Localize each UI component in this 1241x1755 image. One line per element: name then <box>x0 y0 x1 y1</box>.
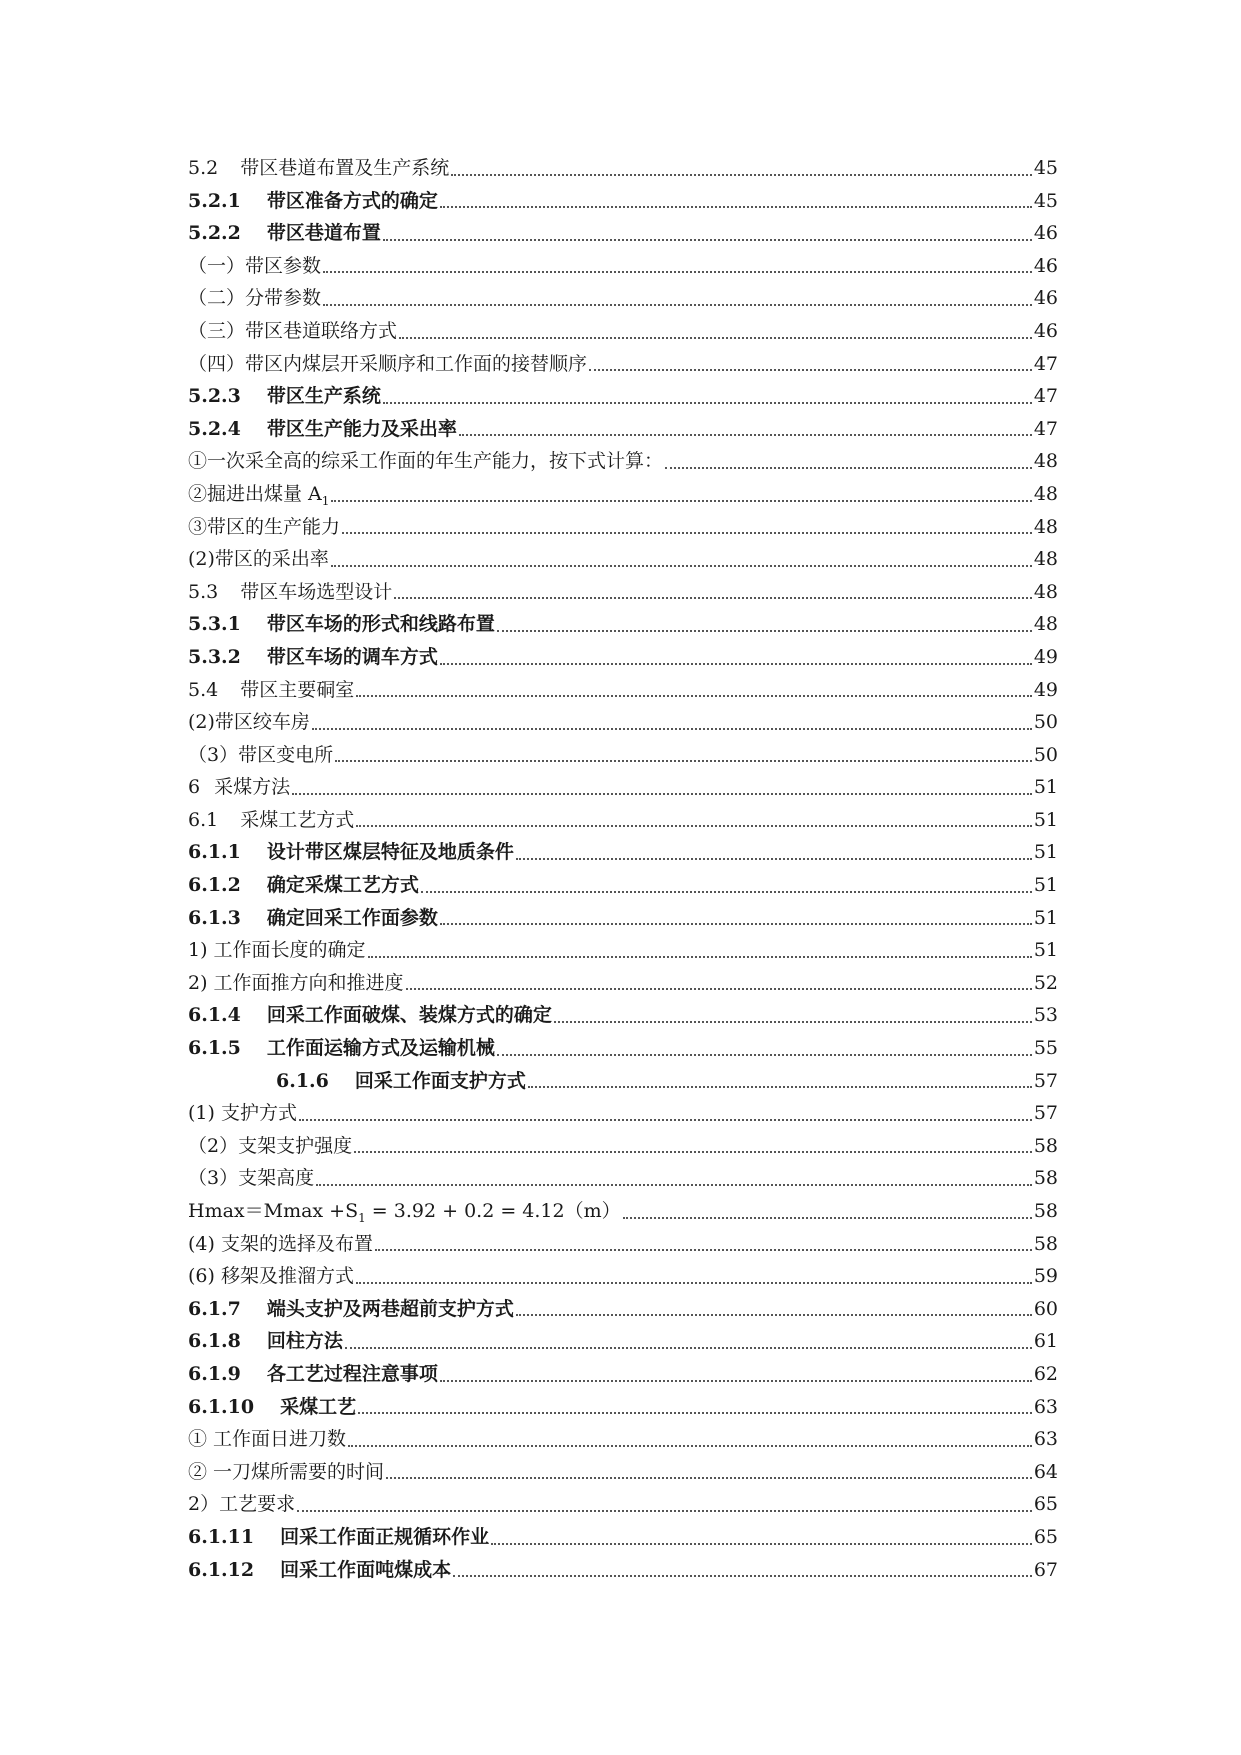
toc-entry-title <box>188 804 354 837</box>
toc-leader-dots <box>451 173 1032 176</box>
toc-entry-number: 5.3 <box>188 580 219 603</box>
table-of-contents <box>188 152 1058 1586</box>
toc-entry[interactable] <box>188 380 1058 413</box>
toc-entry-title <box>188 250 321 283</box>
toc-entry-number: 6.1.4 <box>188 1004 241 1027</box>
toc-entry-page: 49 <box>1033 678 1058 701</box>
toc-entry-title <box>276 1065 526 1098</box>
toc-entry-number: 6.1.3 <box>188 906 241 929</box>
toc-entry-number: 5.3.2 <box>188 645 241 668</box>
toc-entry[interactable] <box>188 1423 1058 1456</box>
toc-entry-page: 58 <box>1033 1232 1058 1255</box>
toc-entry-text: 带区巷道布置及生产系统 <box>240 157 450 179</box>
toc-entry-number: 5.2.2 <box>188 222 241 245</box>
toc-entry-title <box>188 576 392 609</box>
toc-leader-dots <box>589 368 1032 371</box>
toc-entry[interactable] <box>188 185 1058 218</box>
toc-entry-page: 47 <box>1033 417 1058 440</box>
toc-leader-dots <box>440 922 1032 925</box>
toc-entry-page: 59 <box>1033 1265 1058 1288</box>
toc-entry-title <box>188 1195 621 1228</box>
toc-entry-title <box>188 1325 343 1358</box>
toc-entry-page: 47 <box>1033 352 1058 375</box>
toc-entry[interactable] <box>188 1488 1058 1521</box>
toc-entry-text: 带区生产系统 <box>266 385 381 408</box>
toc-entry-title <box>188 706 310 739</box>
toc-entry-text: （三）带区巷道联络方式 <box>188 319 398 342</box>
toc-entry-number: 6.1 <box>188 808 219 831</box>
toc-entry[interactable] <box>188 1065 1058 1098</box>
toc-entry-text: （四）带区内煤层开采顺序和工作面的接替顺序 <box>188 352 588 375</box>
toc-entry-page: 51 <box>1033 808 1058 831</box>
toc-leader-dots <box>516 1313 1032 1316</box>
toc-entry[interactable] <box>188 315 1058 348</box>
toc-entry-title <box>188 1391 356 1424</box>
toc-leader-dots <box>528 1085 1032 1088</box>
toc-entry-page: 53 <box>1033 1004 1058 1027</box>
toc-entry-page: 64 <box>1033 1460 1058 1483</box>
toc-entry[interactable] <box>188 1358 1058 1391</box>
toc-entry-number: 6.1.8 <box>188 1330 241 1353</box>
toc-leader-dots <box>368 955 1032 958</box>
toc-entry-title <box>188 934 366 967</box>
toc-entry[interactable] <box>188 608 1058 641</box>
toc-leader-dots <box>399 336 1032 339</box>
toc-leader-dots <box>554 1020 1032 1023</box>
toc-entry[interactable] <box>188 1162 1058 1195</box>
toc-entry-text: 确定采煤工艺方式 <box>266 874 419 897</box>
toc-leader-dots <box>356 824 1032 827</box>
toc-leader-dots <box>375 1248 1032 1251</box>
toc-entry[interactable] <box>188 282 1058 315</box>
toc-entry[interactable] <box>188 1325 1058 1358</box>
toc-entry-number: 6.1.9 <box>188 1362 241 1385</box>
toc-entry-text: Hmax＝Mmax +S <box>188 1200 359 1222</box>
toc-entry-page: 58 <box>1033 1200 1058 1222</box>
toc-entry[interactable] <box>188 836 1058 869</box>
toc-entry-text: ②掘进出煤量 A <box>188 482 322 505</box>
toc-entry-page: 52 <box>1033 971 1058 994</box>
toc-entry-page: 46 <box>1033 254 1058 277</box>
toc-entry-title <box>188 739 333 772</box>
toc-entry-page: 48 <box>1033 613 1058 636</box>
toc-entry-title <box>188 1554 451 1587</box>
toc-entry-page: 48 <box>1033 450 1058 473</box>
toc-leader-dots <box>383 238 1032 241</box>
toc-leader-dots <box>323 270 1032 273</box>
toc-entry-number: 6 <box>188 776 201 799</box>
toc-entry-page: 46 <box>1033 287 1058 310</box>
toc-entry-number: 6.1.2 <box>188 874 241 897</box>
toc-leader-dots <box>665 466 1032 469</box>
toc-entry-page: 55 <box>1033 1037 1058 1060</box>
toc-entry-title <box>188 1521 489 1554</box>
toc-entry-title <box>188 282 321 315</box>
toc-entry-text: 回采工作面正规循环作业 <box>280 1525 490 1548</box>
toc-entry-text: 带区巷道布置 <box>266 222 381 245</box>
toc-entry-title <box>188 511 340 544</box>
toc-entry-title <box>188 1130 352 1163</box>
toc-entry[interactable] <box>188 1195 1058 1228</box>
toc-leader-dots <box>358 1411 1032 1414</box>
toc-entry-page: 45 <box>1033 189 1058 212</box>
toc-entry-page: 49 <box>1033 645 1058 668</box>
toc-entry-page: 57 <box>1033 1102 1058 1125</box>
toc-entry-text: 工作面运输方式及运输机械 <box>266 1037 495 1060</box>
toc-leader-dots <box>354 1150 1032 1153</box>
toc-entry-text: 2）工艺要求 <box>188 1493 296 1516</box>
toc-entry-title <box>188 1456 384 1489</box>
toc-entry-number: 5.2 <box>188 157 219 179</box>
toc-entry-text: （2）支架支护强度 <box>188 1134 353 1157</box>
toc-entry-text: ② 一刀煤所需要的时间 <box>188 1460 385 1483</box>
toc-entry-page: 45 <box>1033 157 1058 179</box>
toc-entry-title <box>188 543 329 576</box>
toc-entry-page: 46 <box>1033 319 1058 342</box>
toc-entry-number: 6.1.5 <box>188 1037 241 1060</box>
toc-entry[interactable] <box>188 511 1058 544</box>
toc-entry[interactable] <box>188 771 1058 804</box>
toc-entry-title <box>188 380 381 413</box>
toc-entry-page: 48 <box>1033 548 1058 571</box>
toc-entry-text: 采煤工艺 <box>280 1395 357 1418</box>
toc-entry-text: ① 工作面日进刀数 <box>188 1428 347 1451</box>
toc-entry-page: 51 <box>1033 939 1058 962</box>
toc-entry-title <box>188 315 397 348</box>
toc-entry-number: 5.2.3 <box>188 385 241 408</box>
toc-entry[interactable] <box>188 445 1058 478</box>
toc-entry[interactable] <box>188 1456 1058 1489</box>
toc-leader-dots <box>345 1346 1032 1349</box>
toc-entry-title <box>188 1097 297 1130</box>
toc-leader-dots <box>331 499 1031 502</box>
toc-entry-text: 2) 工作面推方向和推进度 <box>188 971 404 994</box>
toc-entry[interactable] <box>188 1032 1058 1065</box>
toc-entry-number: 6.1.12 <box>188 1558 255 1581</box>
toc-leader-dots <box>497 629 1032 632</box>
toc-entry-number: 6.1.1 <box>188 841 241 864</box>
toc-entry-title <box>188 869 419 902</box>
toc-entry-page: 48 <box>1033 580 1058 603</box>
toc-entry-text: 带区车场的形式和线路布置 <box>266 613 495 636</box>
toc-leader-dots <box>312 727 1032 730</box>
toc-leader-dots <box>342 531 1032 534</box>
toc-entry-title <box>188 1032 495 1065</box>
toc-entry-text: 带区车场选型设计 <box>240 580 393 603</box>
toc-entry-title <box>188 185 438 218</box>
toc-entry-page: 47 <box>1033 385 1058 408</box>
toc-entry-title <box>188 999 552 1032</box>
toc-entry-page: 46 <box>1033 222 1058 245</box>
toc-entry[interactable] <box>188 413 1058 446</box>
toc-entry-page: 50 <box>1033 743 1058 766</box>
toc-entry[interactable] <box>188 1293 1058 1326</box>
toc-entry-title <box>188 1423 346 1456</box>
toc-entry[interactable] <box>188 478 1058 511</box>
toc-leader-dots <box>497 1053 1032 1056</box>
toc-entry-text: （一）带区参数 <box>188 254 322 277</box>
toc-entry[interactable] <box>188 706 1058 739</box>
toc-entry-page: 63 <box>1033 1428 1058 1451</box>
toc-entry[interactable] <box>188 217 1058 250</box>
toc-entry[interactable] <box>188 902 1058 935</box>
toc-entry-text: 确定回采工作面参数 <box>266 906 438 929</box>
toc-entry-subscript: 1 <box>321 493 330 508</box>
toc-entry-page: 58 <box>1033 1134 1058 1157</box>
toc-entry-title <box>188 348 587 381</box>
toc-entry-title <box>188 674 354 707</box>
toc-entry-page: 65 <box>1033 1525 1058 1548</box>
toc-entry-page: 67 <box>1033 1558 1058 1581</box>
toc-entry-number: 5.2.4 <box>188 417 241 440</box>
toc-entry[interactable] <box>188 739 1058 772</box>
toc-entry-title <box>188 413 457 446</box>
toc-entry-title <box>188 478 329 511</box>
toc-entry-subscript: 1 <box>358 1210 366 1225</box>
toc-leader-dots <box>440 205 1032 208</box>
toc-entry-text: (6) 移架及推溜方式 <box>188 1265 354 1288</box>
toc-leader-dots <box>406 987 1032 990</box>
toc-entry-title <box>188 152 449 185</box>
toc-entry-text: (1) 支护方式 <box>188 1102 297 1125</box>
toc-leader-dots <box>459 433 1032 436</box>
toc-entry-page: 51 <box>1033 776 1058 799</box>
toc-leader-dots <box>386 1476 1032 1479</box>
toc-entry-title <box>188 1260 354 1293</box>
toc-entry-text: (2)带区绞车房 <box>188 711 310 734</box>
toc-entry[interactable] <box>188 250 1058 283</box>
toc-entry[interactable] <box>188 152 1058 185</box>
toc-entry[interactable] <box>188 1391 1058 1424</box>
toc-entry-title <box>188 902 438 935</box>
toc-leader-dots <box>316 1183 1032 1186</box>
toc-leader-dots <box>394 596 1032 599</box>
toc-entry-text: （二）分带参数 <box>188 287 322 310</box>
toc-leader-dots <box>453 1574 1032 1577</box>
toc-entry-text: ③带区的生产能力 <box>188 515 341 538</box>
toc-leader-dots <box>299 1118 1032 1121</box>
toc-entry-text: 带区主要硐室 <box>240 678 355 701</box>
toc-entry[interactable] <box>188 1260 1058 1293</box>
toc-entry-title <box>188 1162 314 1195</box>
toc-entry[interactable] <box>188 804 1058 837</box>
toc-entry-page: 62 <box>1033 1362 1058 1385</box>
toc-entry-title <box>188 1488 295 1521</box>
toc-leader-dots <box>335 759 1032 762</box>
toc-entry[interactable] <box>188 1130 1058 1163</box>
toc-entry-number: 5.4 <box>188 678 219 701</box>
toc-leader-dots <box>356 694 1032 697</box>
toc-leader-dots <box>516 857 1032 860</box>
toc-entry-title <box>188 1293 514 1326</box>
toc-entry-text: (4) 支架的选择及布置 <box>188 1232 373 1255</box>
toc-entry[interactable] <box>188 576 1058 609</box>
toc-entry-page: 60 <box>1033 1297 1058 1320</box>
toc-entry-page: 51 <box>1033 874 1058 897</box>
toc-entry-text: ①一次采全高的综采工作面的年生产能力，按下式计算： <box>188 450 664 473</box>
toc-entry-number: 6.1.6 <box>276 1069 329 1092</box>
toc-entry-page: 51 <box>1033 906 1058 929</box>
toc-entry[interactable] <box>188 1554 1058 1587</box>
toc-entry[interactable] <box>188 543 1058 576</box>
toc-leader-dots <box>348 1444 1032 1447</box>
toc-entry-number: 5.3.1 <box>188 613 241 636</box>
toc-leader-dots <box>356 1281 1032 1284</box>
toc-entry-text-after: = 3.92 + 0.2 = 4.12（m） <box>365 1200 621 1222</box>
toc-entry[interactable] <box>188 1521 1058 1554</box>
toc-entry-title <box>188 217 381 250</box>
toc-entry-title <box>188 771 290 804</box>
toc-entry-title <box>188 967 404 1000</box>
toc-entry-number: 6.1.11 <box>188 1525 255 1548</box>
toc-entry-page: 50 <box>1033 711 1058 734</box>
toc-entry-title <box>188 1358 438 1391</box>
toc-entry-title <box>188 1228 373 1261</box>
toc-leader-dots <box>491 1542 1032 1545</box>
toc-entry-page: 65 <box>1033 1493 1058 1516</box>
toc-entry-page: 51 <box>1033 841 1058 864</box>
toc-entry-text: 回采工作面支护方式 <box>354 1069 526 1092</box>
toc-entry-text: (2)带区的采出率 <box>188 548 329 571</box>
toc-leader-dots <box>623 1216 1032 1219</box>
toc-entry-page: 61 <box>1033 1330 1058 1353</box>
toc-entry[interactable] <box>188 674 1058 707</box>
toc-entry[interactable] <box>188 934 1058 967</box>
toc-leader-dots <box>421 890 1032 893</box>
toc-entry-title <box>188 445 663 478</box>
toc-entry[interactable] <box>188 1228 1058 1261</box>
toc-leader-dots <box>292 792 1032 795</box>
toc-entry-text: 采煤工艺方式 <box>240 808 355 831</box>
toc-entry-text: 带区准备方式的确定 <box>266 189 438 212</box>
toc-entry-page: 48 <box>1033 515 1058 538</box>
toc-entry-text: 设计带区煤层特征及地质条件 <box>266 841 514 864</box>
toc-entry-number: 6.1.10 <box>188 1395 255 1418</box>
toc-entry[interactable] <box>188 999 1058 1032</box>
toc-entry-text: 采煤方法 <box>214 776 291 799</box>
toc-entry-number: 6.1.7 <box>188 1297 241 1320</box>
toc-entry-text: （3）带区变电所 <box>188 743 334 766</box>
toc-entry-title <box>188 641 438 674</box>
toc-leader-dots <box>383 401 1032 404</box>
toc-entry[interactable] <box>188 1097 1058 1130</box>
toc-entry-text: 回采工作面吨煤成本 <box>280 1558 452 1581</box>
toc-entry-text: （3）支架高度 <box>188 1167 315 1190</box>
toc-entry-text: 端头支护及两巷超前支护方式 <box>266 1297 514 1320</box>
toc-leader-dots <box>440 662 1032 665</box>
toc-entry-title <box>188 836 514 869</box>
toc-entry-text: 各工艺过程注意事项 <box>266 1362 438 1385</box>
toc-entry-text: 带区车场的调车方式 <box>266 645 438 668</box>
toc-leader-dots <box>297 1509 1032 1512</box>
toc-entry-page: 57 <box>1033 1069 1058 1092</box>
toc-leader-dots <box>323 303 1032 306</box>
toc-entry-text: 回采工作面破煤、装煤方式的确定 <box>266 1004 552 1027</box>
toc-leader-dots <box>440 1379 1032 1382</box>
toc-entry-text: 回柱方法 <box>266 1330 343 1353</box>
toc-entry[interactable] <box>188 869 1058 902</box>
toc-entry-text: 1) 工作面长度的确定 <box>188 939 366 962</box>
toc-leader-dots <box>331 564 1032 567</box>
toc-entry-page: 63 <box>1033 1395 1058 1418</box>
toc-entry-text: 带区生产能力及采出率 <box>266 417 457 440</box>
toc-entry-page: 58 <box>1033 1167 1058 1190</box>
toc-entry[interactable] <box>188 641 1058 674</box>
toc-entry-number: 5.2.1 <box>188 189 241 212</box>
toc-entry-page: 48 <box>1033 482 1058 505</box>
toc-entry[interactable] <box>188 967 1058 1000</box>
toc-entry-title <box>188 608 495 641</box>
toc-entry[interactable] <box>188 348 1058 381</box>
